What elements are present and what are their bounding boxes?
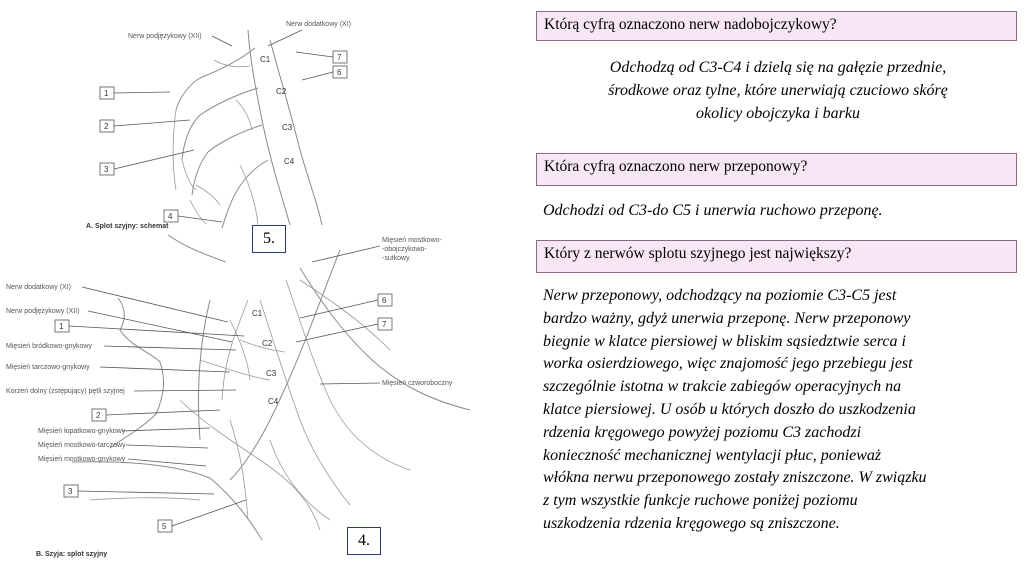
answer-3 xyxy=(543,285,927,536)
callout-bottom-3: 3 xyxy=(68,487,73,496)
question-1-text: Którą cyfrą oznaczono nerw nadobojczykowy? xyxy=(544,16,837,33)
callout-bottom-7: 7 xyxy=(382,320,387,329)
callout-bottom-2: 2 xyxy=(96,411,101,420)
root-bottom-c3: C3 xyxy=(266,369,277,378)
question-2-text: Która cyfrą oznaczono nerw przeponowy? xyxy=(544,158,808,175)
number-tag-5: 5. xyxy=(252,225,286,253)
label-geniohyoid: Mięsień bródkowo-gnykowy xyxy=(6,343,92,350)
label-scm-1: Mięsień mostkowo- xyxy=(382,237,442,244)
label-inferior-root: Korzeń dolny (zstępujący) pętli szyjnej xyxy=(6,388,125,395)
number-tag-4: 4. xyxy=(347,527,381,555)
question-box-2 xyxy=(536,153,1017,186)
answer-3-line: klatce piersiowej. U osób u których doszło do uszkodzenia xyxy=(543,400,916,418)
answer-3-line: szczególnie istotna w trakcie zabiegów operacyjnych na xyxy=(543,378,902,396)
label-bottom-accessory: Nerw dodatkowy (XI) xyxy=(6,284,71,291)
answer-3-line: bardzo ważny, gdyż unerwia przeponę. Nerw przeponowy xyxy=(543,309,911,327)
answer-1-line: środkowe oraz tylne, które unerwiają czuciowo skórę xyxy=(608,82,948,99)
anatomy-figure xyxy=(0,0,494,574)
callout-top-7: 7 xyxy=(337,53,342,62)
callout-top-1: 1 xyxy=(104,89,109,98)
answer-3-line: rdzenia kręgowego powyżej poziomu C3 zachodzi xyxy=(543,423,862,441)
answer-1 xyxy=(548,56,1008,125)
callout-bottom-6: 6 xyxy=(382,296,387,305)
label-bottom-hypoglossal: Nerw podjęzykowy (XII) xyxy=(6,308,80,315)
root-c3: C3 xyxy=(282,123,293,132)
answer-3-line: Nerw przeponowy, odchodzący na poziomie C3-C5 jest xyxy=(543,287,897,304)
answer-2-line: Odchodzi od C3-do C5 i unerwia ruchowo przeponę. xyxy=(543,202,883,219)
answer-1-line: Odchodzą od C3-C4 i dzielą się na gałęzie przednie, xyxy=(609,59,947,76)
callout-top-2: 2 xyxy=(104,122,109,131)
neck-drawing xyxy=(6,235,470,558)
answer-3-line: uszkodzenia rdzenia kręgowego są zniszczone. xyxy=(543,514,840,532)
question-box-1 xyxy=(536,11,1017,41)
answer-3-line: worka osierdziowego, więc znajomość jego przebiegu jest xyxy=(543,355,913,373)
answer-3-line: konieczność mechanicznej wentylacji płuc, ponieważ xyxy=(543,446,882,464)
schematic-diagram xyxy=(86,21,351,230)
answer-3-line: biegnie w klatce piersiowej w bliskim sąsiedztwie serca i xyxy=(543,332,906,350)
root-c4: C4 xyxy=(284,157,295,166)
label-accessory-nerve: Nerw dodatkowy (XI) xyxy=(286,21,351,28)
root-c1: C1 xyxy=(260,55,271,64)
callout-top-3: 3 xyxy=(104,165,109,174)
root-bottom-c1: C1 xyxy=(252,309,263,318)
label-trapezius: Mięsień czworoboczny xyxy=(382,380,453,387)
root-bottom-c2: C2 xyxy=(262,339,273,348)
label-thyrohyoid: Mięsień tarczowo-gnykowy xyxy=(6,364,90,371)
root-c2: C2 xyxy=(276,87,287,96)
caption-schematic: A. Splot szyjny: schemat xyxy=(86,223,169,230)
callout-top-4: 4 xyxy=(168,212,173,221)
callout-top-6: 6 xyxy=(337,68,342,77)
callout-bottom-1: 1 xyxy=(59,322,64,331)
answer-3-line: włókna nerwu przeponowego zostały zniszczone. W związku xyxy=(543,469,927,487)
label-sternothyroid: Mięsień mostkowo-tarczowy xyxy=(38,442,126,449)
callout-bottom-5: 5 xyxy=(162,522,167,531)
answer-2 xyxy=(543,199,883,222)
caption-neck: B. Szyja: splot szyjny xyxy=(36,551,108,558)
question-3-text: Który z nerwów splotu szyjnego jest największy? xyxy=(544,245,852,262)
label-sternohyoid: Mięsień mostkowo-gnykowy xyxy=(38,456,126,463)
label-omohyoid: Mięsień łopatkowo-gnykowy xyxy=(38,428,126,435)
label-scm-2: -obojczykowo- xyxy=(382,246,427,253)
answer-3-line: z tym wszystkie funkcje ruchowe poniżej poziomu xyxy=(543,492,858,510)
root-bottom-c4: C4 xyxy=(268,397,279,406)
label-hypoglossal-nerve: Nerw podjęzykowy (XII) xyxy=(128,33,202,40)
answer-1-line: okolicy obojczyka i barku xyxy=(696,105,860,122)
label-scm-3: -sutkowy xyxy=(382,255,410,262)
question-box-3 xyxy=(536,240,1017,273)
cervical-plexus-illustration xyxy=(0,0,494,574)
